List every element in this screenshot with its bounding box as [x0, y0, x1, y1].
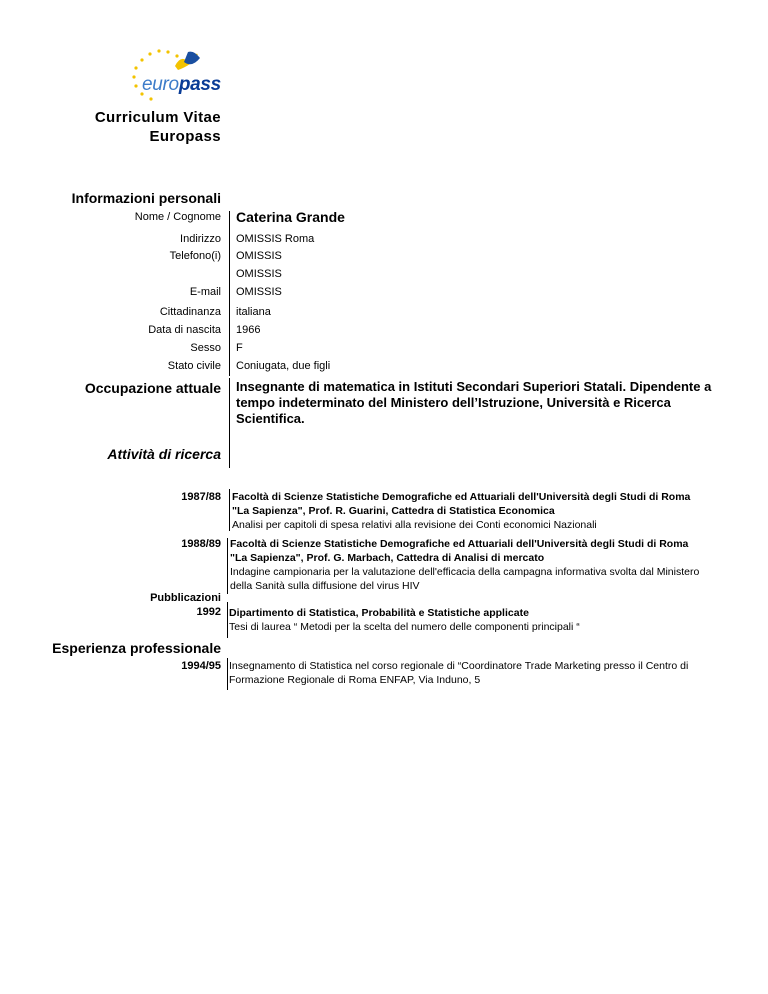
value-address: OMISSIS Roma [236, 233, 315, 245]
column-divider [229, 489, 230, 531]
value-marital-status: Coniugata, due figli [236, 360, 331, 372]
research-item-1: Facoltà di Scienze Statistiche Demografiche ed Attuariali dell'Università degli Studi di Roma "La Sapienza", Prof. R. Guarini, Cattedra di Statistica Economica Analisi per capitoli di spesa relativi alla revisione dei Conti economici Nazionali [232, 491, 691, 531]
label-citizenship: Cittadinanza [159, 306, 221, 318]
value-sex: F [236, 342, 243, 354]
value-email: OMISSIS [236, 286, 282, 298]
label-address: Indirizzo [180, 233, 221, 245]
label-sex: Sesso [190, 342, 221, 354]
value-phone: OMISSIS [236, 250, 282, 262]
label-birthdate: Data di nascita [148, 324, 221, 336]
figure-icon [175, 52, 200, 70]
research-item-2: Facoltà di Scienze Statistiche Demografiche ed Attuariali dell'Università degli Studi di Roma "La Sapienza", Prof. G. Marbach, Cattedra di Analisi di mercato Indagine campionaria per la valutazione dell'efficacia della campagna informativa svolta dal Ministero della Sanità sulla diffusione del virus HIV [230, 538, 700, 592]
label-name: Nome / Cognome [134, 211, 221, 223]
label-phone: Telefono(i) [169, 250, 221, 262]
experience-item: Insegnamento di Statistica nel corso regionale di “Coordinatore Trade Marketing presso il Centro di Formazione Regionale di Roma ENFAP, Via Induno, 5 [229, 660, 689, 686]
research-year-1: 1987/88 [181, 491, 221, 503]
section-heading-experience: Esperienza professionale [52, 640, 221, 656]
label-marital-status: Stato civile [167, 360, 221, 372]
section-heading-occupation: Occupazione attuale [84, 380, 221, 396]
column-divider [227, 602, 228, 638]
column-divider [227, 538, 228, 594]
section-heading-personal: Informazioni personali [71, 190, 221, 206]
value-birthdate: 1966 [236, 324, 261, 336]
label-email: E-mail [189, 286, 221, 298]
publications-year: 1992 [196, 606, 221, 618]
occupation-text: Insegnante di matematica in Istituti Secondari Superiori Statali. Dipendente a tempo indeterminato del Ministero dell’Istruzione, Università e Ricerca Scientifica. [236, 379, 712, 426]
value-name: Caterina Grande [236, 209, 345, 225]
column-divider [227, 658, 228, 690]
document-title: Curriculum Vitae Europass [94, 109, 221, 145]
column-divider [229, 211, 230, 376]
value-citizenship: italiana [236, 306, 271, 318]
research-year-2: 1988/89 [181, 538, 221, 550]
column-divider [229, 378, 230, 468]
publication-item: Dipartimento di Statistica, Probabilità e Statistiche applicate Tesi di laurea “ Metodi per la scelta del numero delle componenti principali “ [229, 607, 580, 633]
section-heading-research: Attività di ricerca [107, 446, 221, 462]
value-phone-2: OMISSIS [236, 268, 282, 280]
publications-heading: Pubblicazioni [150, 592, 221, 604]
experience-year: 1994/95 [181, 660, 221, 672]
europass-wordmark: europass [142, 74, 221, 95]
